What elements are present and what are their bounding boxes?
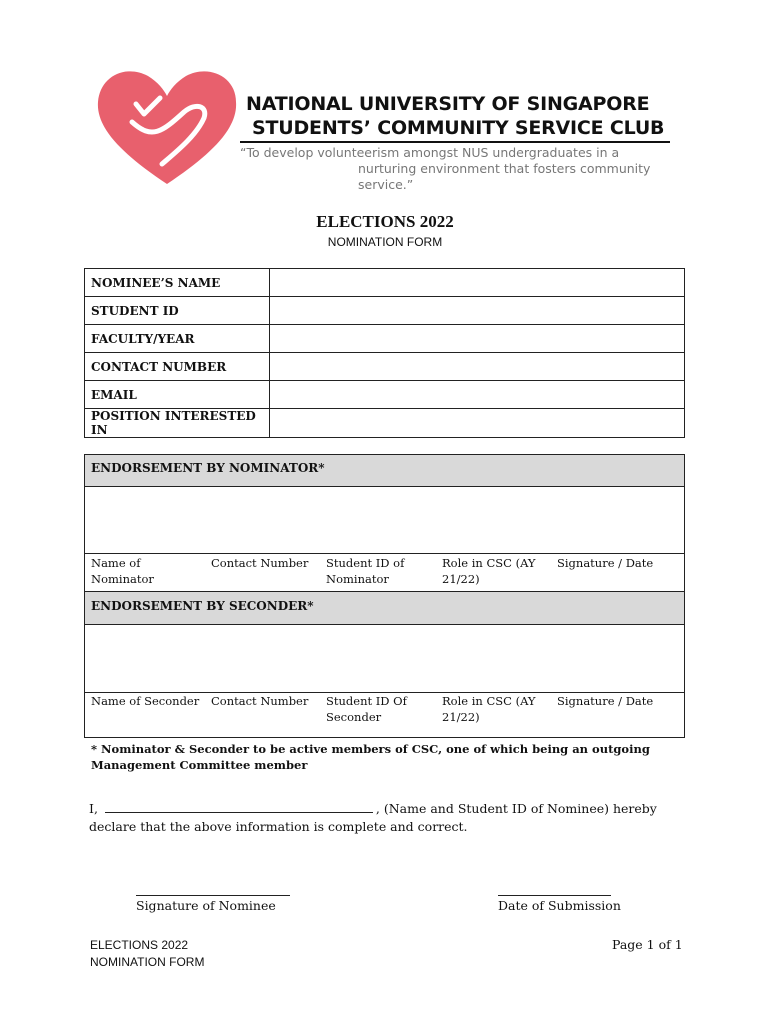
seconder-name-label: Name of Seconder [91, 694, 200, 708]
club-name [246, 92, 686, 140]
field-label: FACULTY/YEAR [85, 325, 270, 353]
divider [85, 553, 684, 554]
field-label: EMAIL [85, 381, 270, 409]
club-name-line1: NATIONAL UNIVERSITY OF SINGAPORE [246, 93, 650, 115]
nominee-name-blank[interactable] [105, 801, 373, 813]
club-motto [240, 145, 680, 193]
email-field[interactable] [270, 381, 685, 409]
endorsement-section [84, 454, 685, 738]
table-row [85, 409, 685, 438]
table-row [85, 269, 685, 297]
date-label: Date of Submission [498, 898, 621, 913]
contact-number-field[interactable] [270, 353, 685, 381]
page-number: Page 1 of 1 [612, 937, 683, 952]
motto-line2: nurturing environment that fosters community service.” [358, 161, 651, 192]
declaration-after-blank: , (Name and Student ID of Nominee) hereby [375, 801, 657, 816]
faculty-year-field[interactable] [270, 325, 685, 353]
field-label: STUDENT ID [85, 297, 270, 325]
seconder-role-label: Role in CSC (AY 21/22) [442, 694, 536, 724]
table-row [85, 381, 685, 409]
footer-line2: NOMINATION FORM [90, 955, 205, 969]
nominator-section-heading: ENDORSEMENT BY NOMINATOR* [85, 455, 684, 487]
declaration-line1 [89, 800, 679, 818]
nominator-signature-area[interactable] [85, 487, 684, 553]
footer [90, 937, 204, 971]
endorsement-note: * Nominator & Seconder to be active members of CSC, one of which being an outgoing Management Committee member [91, 742, 650, 772]
declaration-line2: declare that the above information is complete and correct. [89, 819, 468, 834]
field-label: NOMINEE’S NAME [85, 269, 270, 297]
table-row [85, 325, 685, 353]
footer-line1: ELECTIONS 2022 [90, 938, 189, 952]
document-subtitle: NOMINATION FORM [327, 235, 443, 249]
table-row [85, 297, 685, 325]
field-label: POSITION INTERESTED IN [85, 409, 270, 438]
nominator-student-id-label: Student ID of Nominator [326, 556, 405, 586]
document-title: ELECTIONS 2022 [316, 212, 454, 231]
club-name-line2: STUDENTS’ COMMUNITY SERVICE CLUB [252, 117, 665, 139]
motto-line1: “To develop volunteerism amongst NUS undergraduates in a [240, 145, 620, 160]
seconder-section-heading: ENDORSEMENT BY SECONDER* [85, 591, 684, 625]
seconder-signature-label: Signature / Date [557, 694, 654, 708]
header-rule [240, 141, 670, 143]
table-row [85, 353, 685, 381]
nominator-signature-label: Signature / Date [557, 556, 654, 570]
nominator-name-label: Name of Nominator [91, 556, 154, 586]
student-id-field[interactable] [270, 297, 685, 325]
nominator-contact-label: Contact Number [211, 556, 309, 570]
signature-label: Signature of Nominee [136, 898, 276, 913]
declaration-prefix: I, [89, 801, 98, 816]
seconder-contact-label: Contact Number [211, 694, 309, 708]
seconder-signature-area[interactable] [85, 625, 684, 692]
signature-line[interactable] [136, 895, 290, 896]
seconder-student-id-label: Student ID Of Seconder [326, 694, 407, 724]
position-interested-field[interactable] [270, 409, 685, 438]
nominee-details-table [84, 268, 685, 438]
date-line[interactable] [498, 895, 611, 896]
declaration [89, 800, 679, 836]
heart-logo-icon [92, 62, 242, 190]
nominee-name-field[interactable] [270, 269, 685, 297]
field-label: CONTACT NUMBER [85, 353, 270, 381]
nominator-role-label: Role in CSC (AY 21/22) [442, 556, 536, 586]
